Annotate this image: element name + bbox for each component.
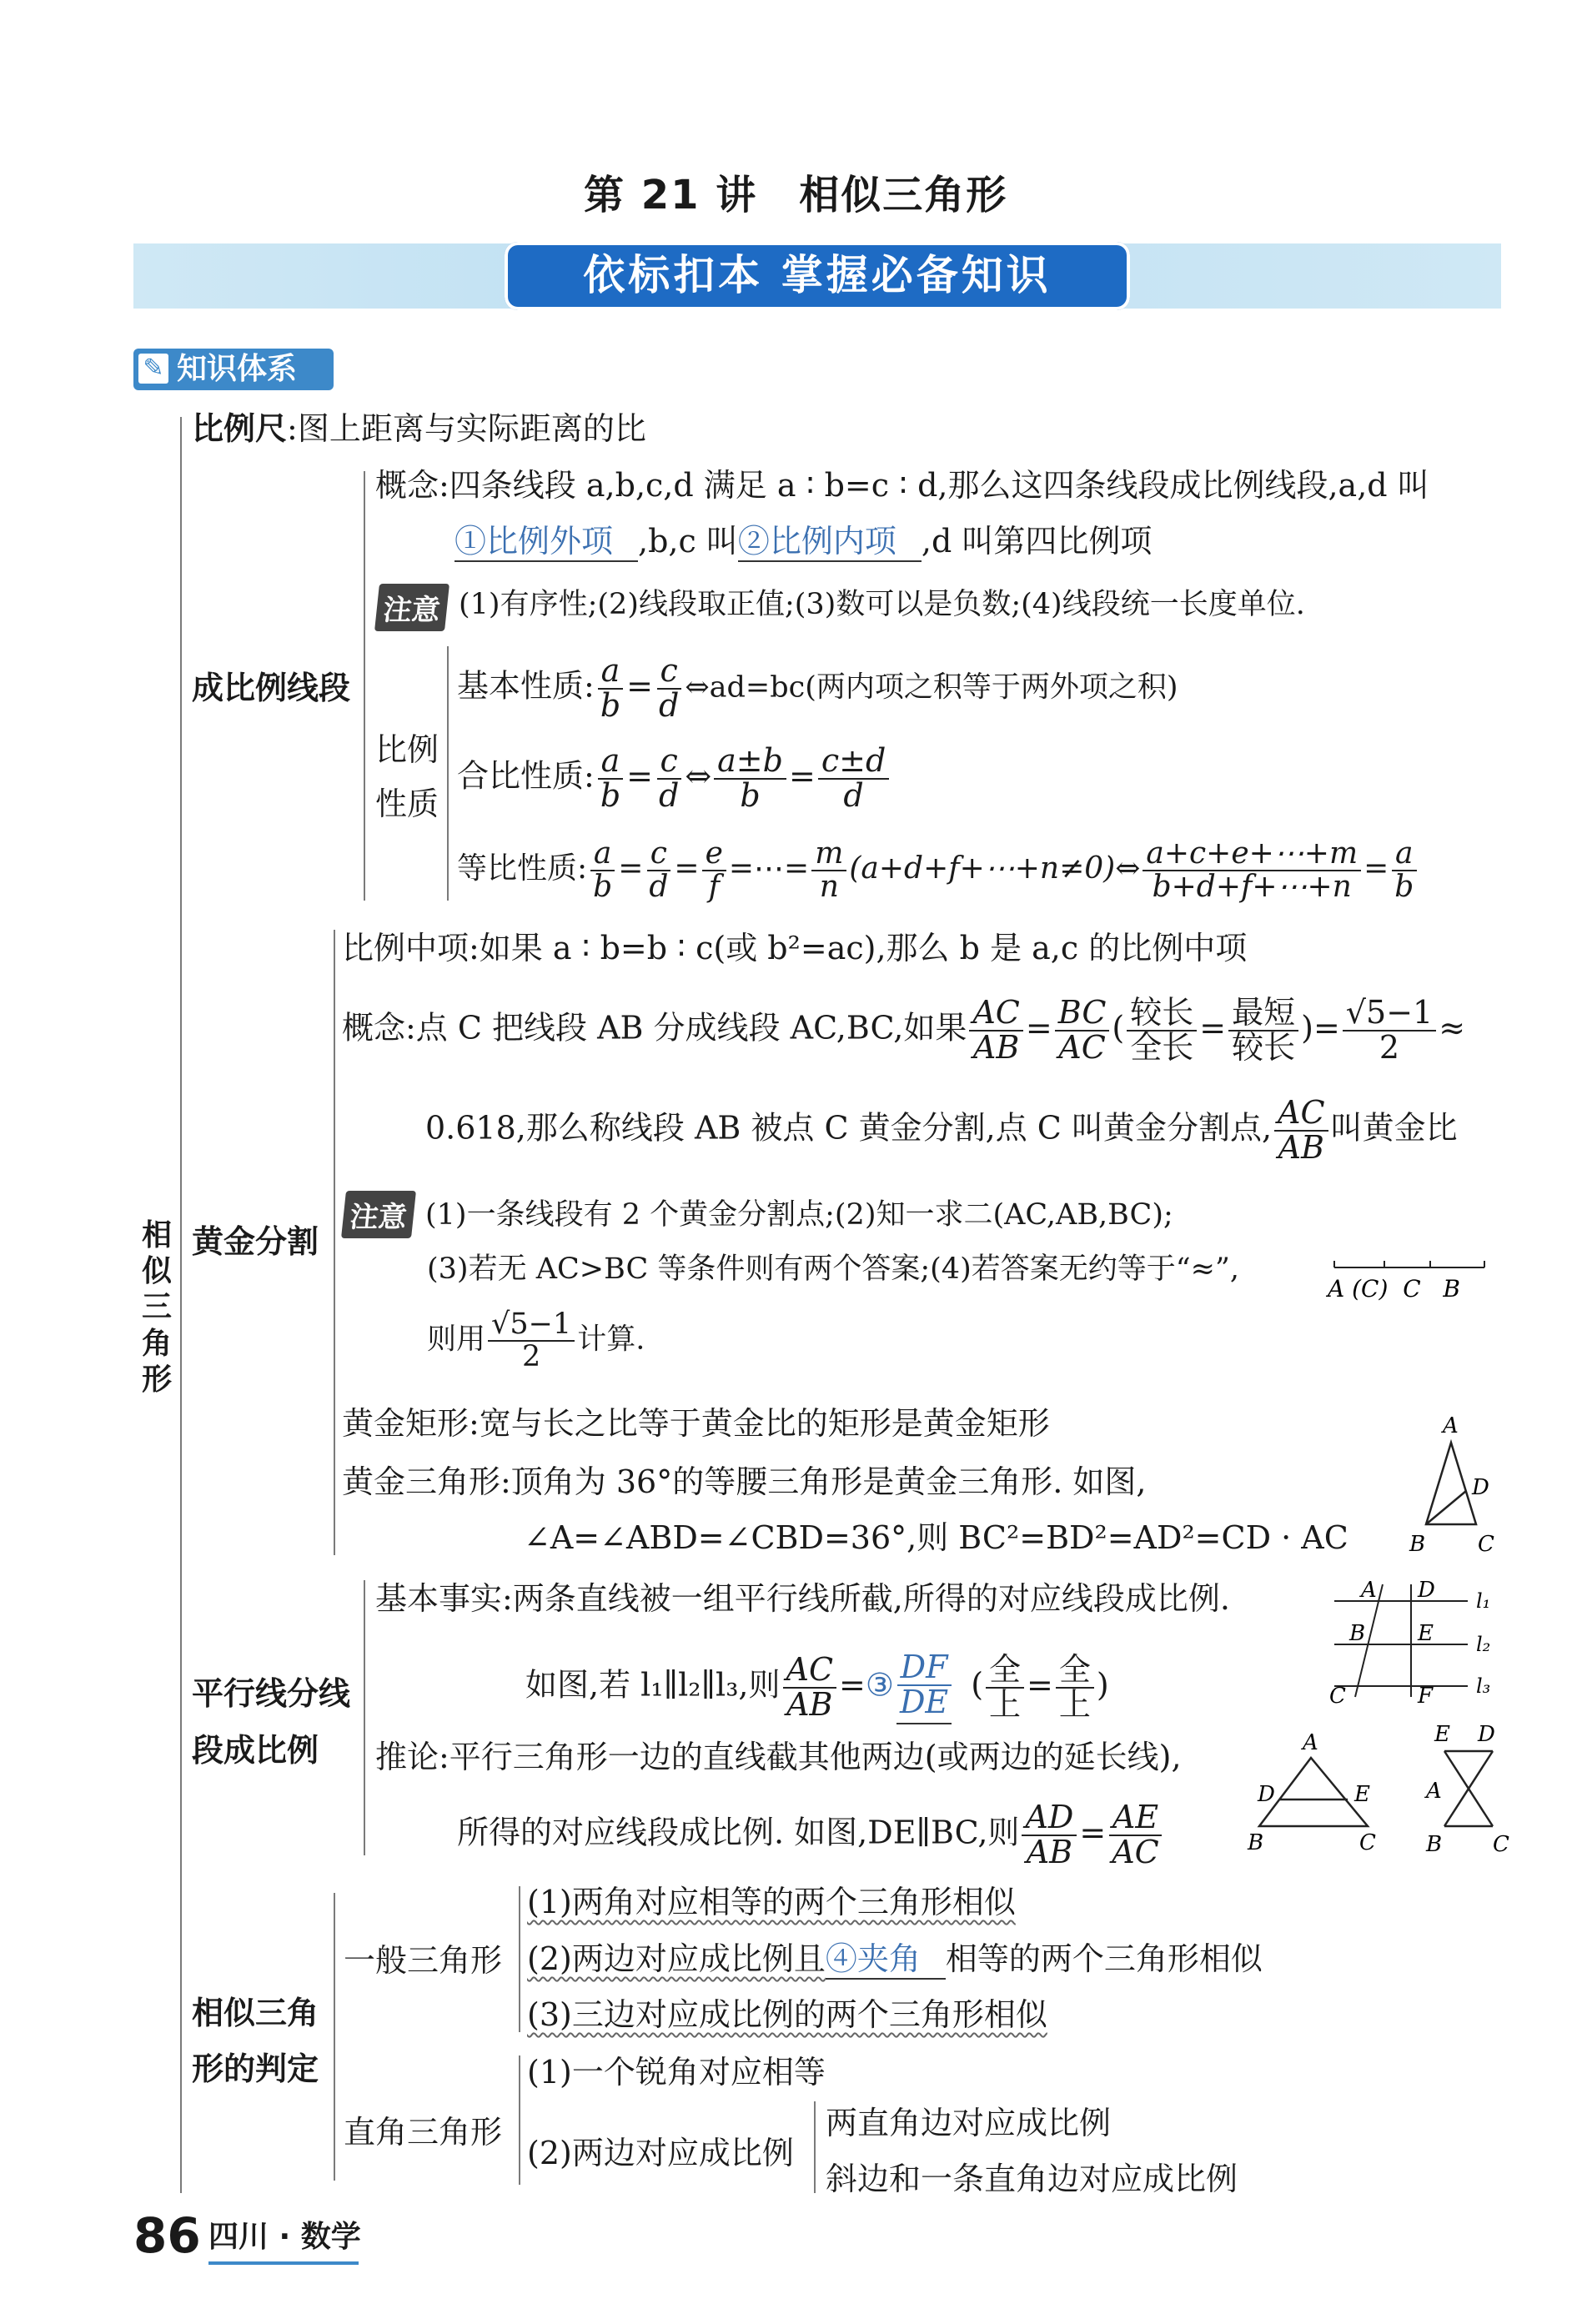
- golden-concept-line2: 0.618,那么称线段 AB 被点 C 黄金分割,点 C 叫黄金分割点,: [425, 1109, 1273, 1147]
- section-label: [133, 349, 334, 390]
- svg-text:E: E: [1418, 1621, 1434, 1646]
- golden-note-1: (1)一条线段有 2 个黄金分割点;(2)知一求二(AC,AB,BC);: [425, 1198, 1173, 1232]
- props-brace: [447, 646, 449, 901]
- svg-text:B: B: [1426, 1832, 1443, 1855]
- svg-text:B: B: [1248, 1830, 1264, 1851]
- answer-1: ①比例外项: [454, 525, 638, 562]
- answer-4: ④夹角: [826, 1943, 946, 1980]
- scale-text: :图上距离与实际距离的比: [287, 410, 646, 447]
- proportional-concept-2: [454, 525, 1152, 562]
- svg-text:l₂: l₂: [1476, 1633, 1491, 1656]
- svg-text:C: C: [1359, 1830, 1376, 1851]
- combine-property: 合比性质: $\frac{a}{b}$ = $\frac{c}{d}$ ⇔ $\frac{a\pm b}{b}$ = $\frac{c\pm d}{d}$: [457, 745, 891, 813]
- golden-triangle-2: ∠A=∠ABD=∠CBD=36°,则 BC²=BD²=AD²=CD · AC: [524, 1519, 1348, 1556]
- concept-tail: ,d 叫第四比例项: [921, 523, 1153, 560]
- svg-text:A: A: [1361, 1578, 1377, 1603]
- parallel-corollary-1: 推论:平行三角形一边的直线截其他两边(或两边的延长线),: [375, 1739, 1182, 1775]
- svg-text:A: A: [1443, 1413, 1459, 1438]
- similar-g1: (1)两角对应相等的两个三角形相似: [527, 1884, 1016, 1920]
- parallel-cor2-head: 所得的对应线段成比例. 如图,DE∥BC,则: [457, 1814, 1020, 1851]
- golden-concept-head: 概念:点 C 把线段 AB 分成线段 AC,BC,如果: [342, 1009, 967, 1047]
- golden-rectangle: 黄金矩形:宽与长之比等于黄金比的矩形是黄金矩形: [342, 1405, 1050, 1442]
- parallel-example: 如图,若 l₁∥l₂∥l₃,则 $\frac{AC}{AB}$ =③ $\frac{DF}{DE}$ ( $\frac{\text{全}}{\text{上}}$ = $\frac{\text{全}}{\text{上}}$ ): [525, 1649, 1109, 1723]
- answer-3-marker: ③: [865, 1666, 894, 1704]
- scale-row: [192, 410, 646, 447]
- basic-property: 基本性质: $\frac{a}{b}$ = $\frac{c}{d}$ ⇔ad=bc(两内项之积等于两外项之积): [457, 652, 1178, 724]
- props-label-2: 性质: [375, 786, 439, 822]
- svg-text:C: C: [1329, 1684, 1346, 1709]
- parallel-corollary-2: 所得的对应线段成比例. 如图,DE∥BC,则 $\frac{AD}{AB}$ = $\frac{AE}{AC}$: [457, 1801, 1165, 1870]
- proportional-note: (1)有序性;(2)线段取正值;(3)数可以是负数;(4)线段统一长度单位.: [459, 588, 1305, 621]
- banner: [505, 242, 1130, 310]
- golden-concept-tail: 叫黄金比: [1330, 1109, 1458, 1147]
- equal-label: 等比性质:: [457, 851, 588, 886]
- note-badge-1: 注意: [374, 584, 449, 631]
- svg-text:C: C: [1493, 1832, 1509, 1855]
- golden-label: 黄金分割: [192, 1223, 319, 1260]
- parallel-label-1: 平行线分线: [192, 1675, 351, 1712]
- note-badge-2: 注意: [341, 1191, 416, 1238]
- parallel-ex-head: 如图,若 l₁∥l₂∥l₃,则: [525, 1666, 781, 1704]
- similar-label-1: 相似三角: [192, 1995, 319, 2031]
- golden-concept-1: 概念:点 C 把线段 AB 分成线段 AC,BC,如果 $\frac{AC}{AB}$ = $\frac{BC}{AC}$ ( $\frac{\text{较长}}{\text{全长}}$ = $\frac{\text{最短}}{\text{较长}}$ )= $\frac{√5-1}{2}$ ≈: [342, 994, 1466, 1066]
- similar-r2a: 两直角边对应成比例: [826, 2105, 1112, 2141]
- svg-text:E: E: [1434, 1722, 1450, 1747]
- parallel-lines-figure: [1318, 1576, 1501, 1709]
- bowtie-figure: [1409, 1718, 1518, 1855]
- answer-3: $\frac{DF}{DE}$: [896, 1651, 952, 1724]
- svg-text:l₃: l₃: [1476, 1674, 1491, 1698]
- golden-mean: 比例中项:如果 a ∶ b=b ∶ c(或 b²=ac),那么 b 是 a,c 的比例中项: [342, 930, 1248, 966]
- parallel-fact: 基本事实:两条直线被一组平行线所截,所得的对应线段成比例.: [375, 1580, 1230, 1617]
- basic-tail: ⇔ad=bc(两内项之积等于两外项之积): [685, 670, 1178, 705]
- svg-text:A: A: [1426, 1779, 1442, 1804]
- page-title: 第 21 讲 相似三角形: [584, 172, 1008, 218]
- equal-cond: (a+d+f+⋯+n≠0)⇔: [849, 851, 1141, 886]
- pencil-icon: ✎: [138, 354, 168, 384]
- general-brace: [519, 1886, 520, 2032]
- similar-g3: (3)三边对应成比例的两个三角形相似: [527, 1996, 1047, 2033]
- similar-r2: (2)两边对应成比例: [527, 2135, 794, 2171]
- golden-triangle-figure: [1401, 1409, 1518, 1555]
- concept-mid: ,b,c 叫: [638, 523, 738, 560]
- props-label-1: 比例: [375, 731, 439, 768]
- frac-a-b: $\frac{a}{b}$: [597, 655, 624, 723]
- golden-segment-figure: [1326, 1251, 1493, 1309]
- proportional-brace: [364, 471, 365, 901]
- parallel-brace: [364, 1580, 365, 1855]
- basic-label: 基本性质:: [457, 667, 595, 705]
- combine-label: 合比性质:: [457, 757, 595, 795]
- right-brace: [519, 2055, 520, 2185]
- frac-c-d: $\frac{c}{d}$: [655, 655, 682, 723]
- svg-text:C: C: [1478, 1532, 1494, 1555]
- proportional-label: 成比例线段: [192, 670, 351, 706]
- svg-text:B: B: [1349, 1621, 1366, 1646]
- svg-text:F: F: [1418, 1684, 1434, 1709]
- similar-r1: (1)一个锐角对应相等: [527, 2054, 826, 2091]
- root-brace: [180, 417, 182, 2193]
- section-label-text: 知识体系: [177, 352, 298, 386]
- tree-root-label: 相似三角形: [141, 1218, 172, 1397]
- seg-label-text: A (C) C B: [1328, 1275, 1460, 1303]
- similar-g2: [527, 1940, 1263, 1980]
- svg-text:E: E: [1354, 1782, 1370, 1807]
- golden-concept-2: 0.618,那么称线段 AB 被点 C 黄金分割,点 C 叫黄金分割点, $\frac{AC}{AB}$ 叫黄金比: [425, 1094, 1458, 1166]
- svg-text:l₁: l₁: [1476, 1589, 1491, 1613]
- svg-text:D: D: [1258, 1782, 1275, 1807]
- answer-2: ②比例内项: [738, 525, 922, 562]
- svg-text:B: B: [1409, 1532, 1426, 1555]
- parallel-label-2: 段成比例: [192, 1732, 319, 1769]
- equal-property: 等比性质: $\frac{a}{b}$ = $\frac{c}{d}$ = $\frac{e}{f}$ =⋯= $\frac{m}{n}$ (a+d+f+⋯+n≠0)⇔ $\frac{a+c+e+\cdots+m}{b+d+f+\cdots+n}$ = $\frac{a}{b}$: [457, 838, 1419, 903]
- svg-text:D: D: [1418, 1578, 1435, 1603]
- g2-head: (2)两边对应成比例且: [527, 1940, 826, 1977]
- golden-note-3: 则用 $\frac{√5-1}{2}$ 计算.: [427, 1308, 645, 1373]
- golden-brace: [334, 930, 335, 1555]
- similar-brace: [334, 1893, 335, 2181]
- golden-triangle-1: 黄金三角形:顶角为 36°的等腰三角形是黄金三角形. 如图,: [342, 1463, 1147, 1500]
- footer-rule: [208, 2261, 359, 2265]
- general-triangle-label: 一般三角形: [344, 1942, 503, 1979]
- banner-text: 依标扣本 掌握必备知识: [583, 251, 1052, 299]
- triangle-de-bc-figure: [1243, 1726, 1393, 1851]
- scale-label: 比例尺: [192, 410, 288, 447]
- right-triangle-label: 直角三角形: [344, 2114, 503, 2151]
- svg-text:A: A: [1303, 1730, 1318, 1755]
- footer-book: 四川 · 数学: [208, 2220, 361, 2254]
- similar-label-2: 形的判定: [192, 2050, 319, 2087]
- similar-r2b: 斜边和一条直角边对应成比例: [826, 2161, 1238, 2197]
- svg-text:D: D: [1478, 1722, 1495, 1747]
- r2-brace: [814, 2101, 816, 2193]
- golden-note-2: (3)若无 AC>BC 等条件则有两个答案;(4)若答案无约等于“≈”,: [427, 1252, 1239, 1286]
- proportional-concept-1: 概念:四条线段 a,b,c,d 满足 a ∶ b=c ∶ d,那么这四条线段成比例线段,a,d 叫: [375, 467, 1429, 504]
- g2-tail: 相等的两个三角形相似: [945, 1940, 1263, 1977]
- page-number: 86: [133, 2207, 201, 2264]
- svg-text:D: D: [1472, 1475, 1489, 1500]
